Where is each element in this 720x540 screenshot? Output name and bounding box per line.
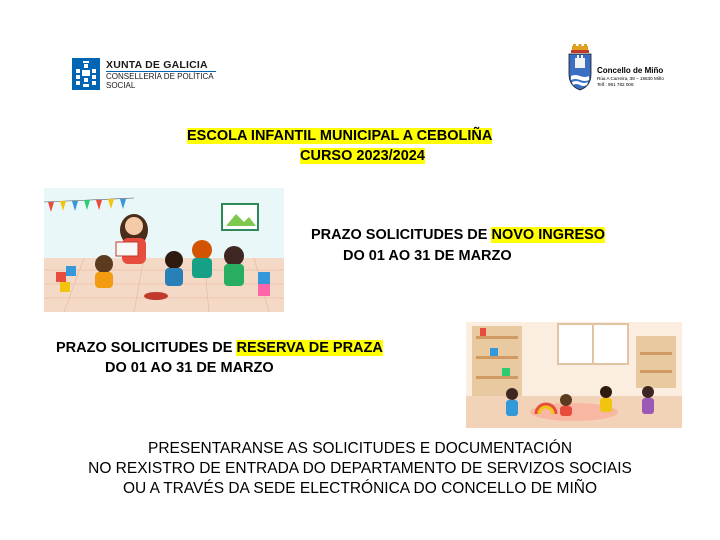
xunta-logo — [72, 58, 222, 94]
concello-phone: Telf.: 981 782 006 — [597, 82, 634, 87]
footer-line-2: NO REXISTRO DE ENTRADA DO DEPARTAMENTO DE SERVIZOS SOCIAIS — [88, 460, 632, 477]
concello-name: Concello de Miño — [597, 66, 664, 75]
xunta-department-line1: CONSELLERÍA DE POLÍTICA — [106, 72, 214, 81]
classroom-illustration — [44, 188, 284, 312]
course-year: CURSO 2023/2024 — [300, 148, 425, 164]
playroom-illustration — [466, 322, 682, 428]
school-title: ESCOLA INFANTIL MUNICIPAL A CEBOLIÑA — [187, 128, 493, 144]
reservation-heading — [56, 340, 383, 356]
new-intake-highlight: NOVO INGRESO — [491, 227, 606, 243]
xunta-department-line2: SOCIAL — [106, 81, 136, 90]
new-intake-dates: DO 01 AO 31 DE MARZO — [343, 248, 512, 264]
reservation-prefix: PRAZO SOLICITUDES DE — [56, 340, 237, 356]
coat-of-arms-icon — [565, 44, 595, 92]
footer-line-3: OU A TRAVÉS DA SEDE ELECTRÓNICA DO CONCELLO DE MIÑO — [122, 480, 597, 497]
xunta-name: XUNTA DE GALICIA — [106, 59, 208, 71]
concello-logo — [565, 44, 705, 94]
new-intake-heading — [311, 227, 605, 243]
xunta-department — [106, 72, 214, 90]
reservation-highlight: RESERVA DE PRAZA — [236, 340, 383, 356]
footer-line-1: PRESENTARANSE AS SOLICITUDES E DOCUMENTACIÓN — [147, 440, 573, 457]
xunta-emblem-icon — [72, 58, 100, 90]
new-intake-prefix: PRAZO SOLICITUDES DE — [311, 227, 492, 243]
reservation-dates: DO 01 AO 31 DE MARZO — [105, 360, 274, 376]
concello-address: Rúa A Carreira, 38 – 15630 Miño — [597, 76, 664, 81]
